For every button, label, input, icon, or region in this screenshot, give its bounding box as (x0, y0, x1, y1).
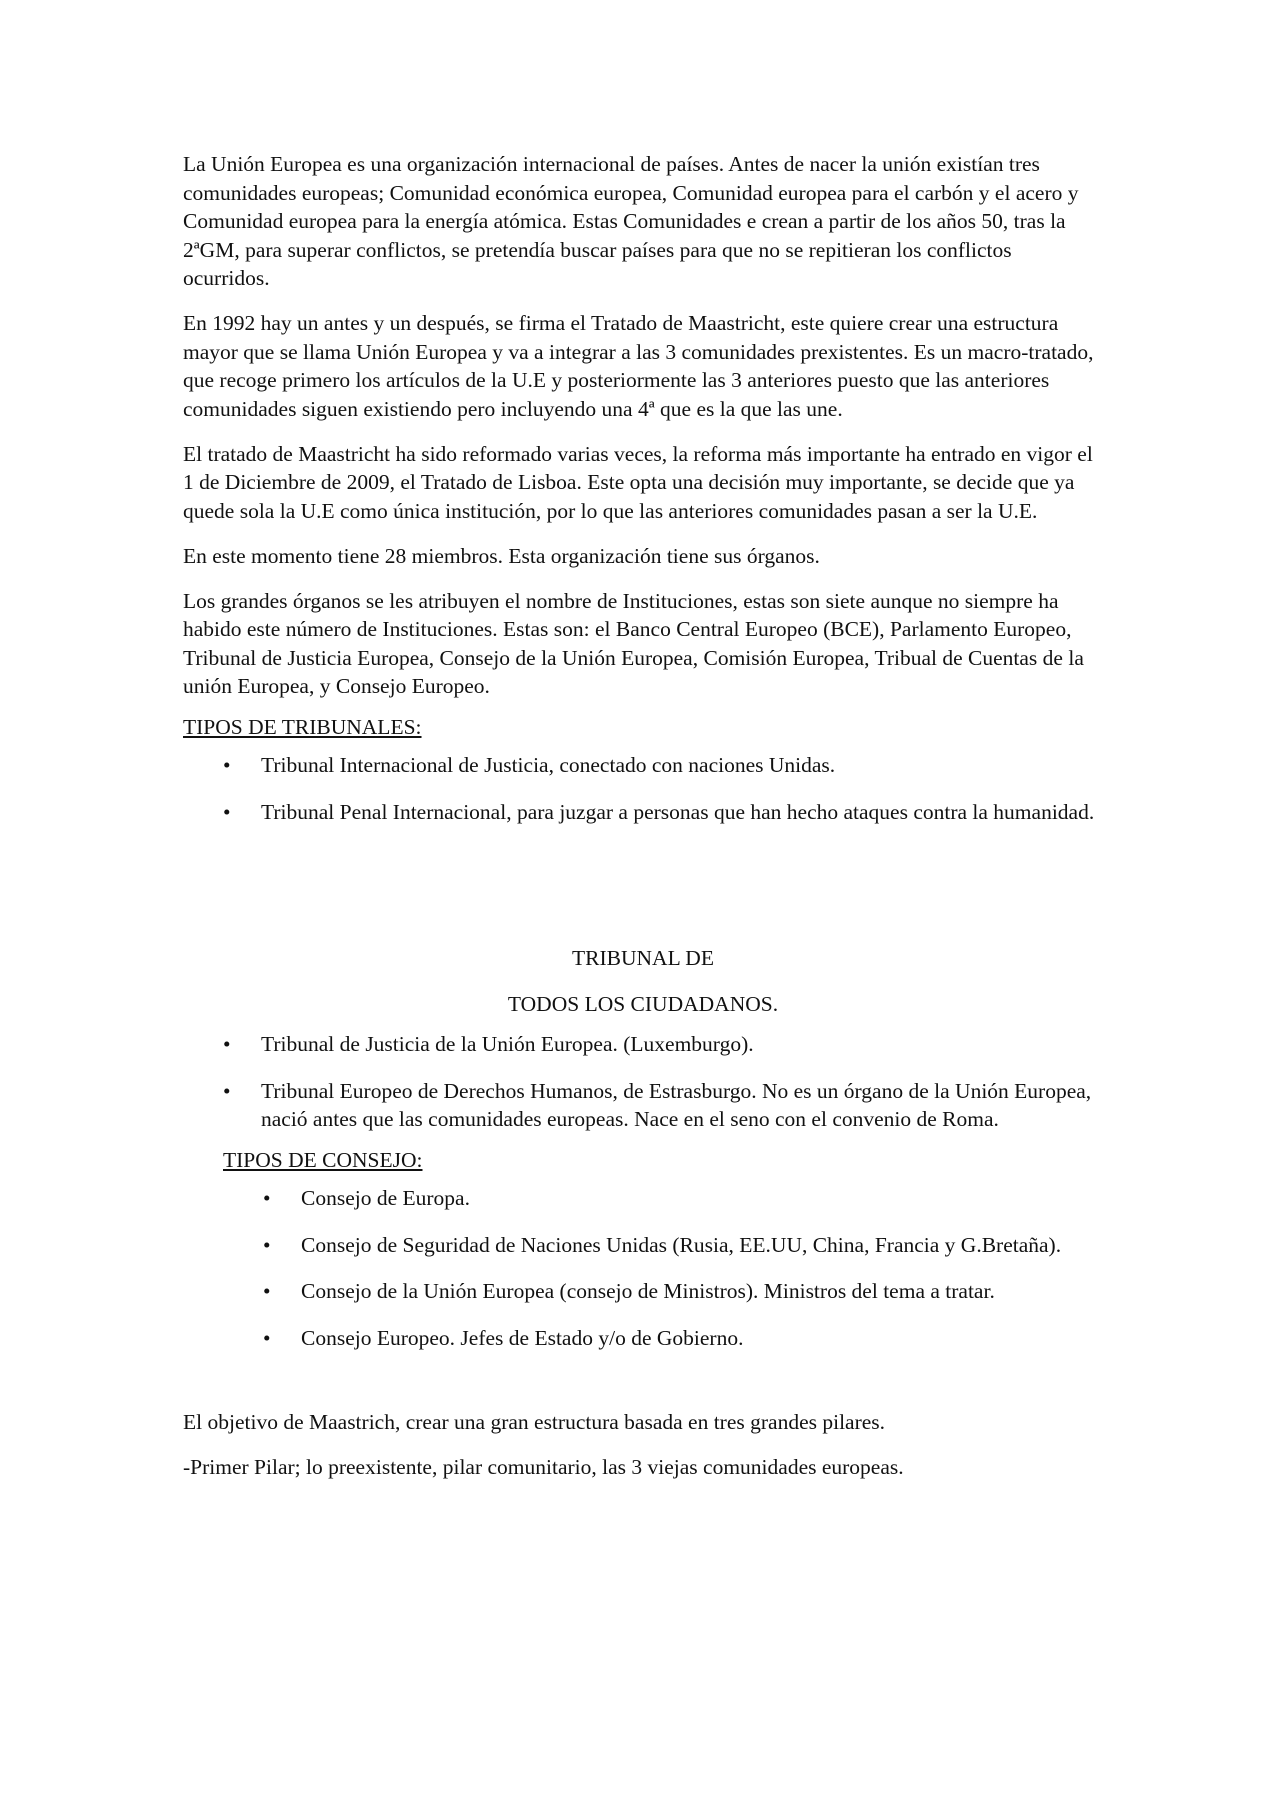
tribunales-heading: TIPOS DE TRIBUNALES: (183, 714, 422, 739)
list-item-text: Consejo de Seguridad de Naciones Unidas (Rusia, EE.UU, China, Francia y G.Bretaña). (301, 1232, 1062, 1257)
bullet-icon: • (223, 1032, 231, 1056)
list-item (183, 1077, 1103, 1134)
intro-paragraph-2: En 1992 hay un antes y un después, se firma el Tratado de Maastricht, este quiere crear una estructura mayor que se llama Unión Europea y va a integrar a las 3 comunidades prexistentes. Es un macro-tratado, que recoge primero los artículos de la U.E y posteriormente las 3 anteriores puesto que las anteriores comunidades siguen existiendo pero incluyendo una 4ª que es la que las une. (183, 311, 1094, 421)
tribunales-list (183, 751, 1103, 826)
intro-paragraph-4: En este momento tiene 28 miembros. Esta organización tiene sus órganos. (183, 543, 820, 568)
document-page (183, 150, 1103, 1498)
intro-paragraph-5: Los grandes órganos se les atribuyen el nombre de Instituciones, estas son siete aunque no siempre ha habido este número de Instituciones. Estas son: el Banco Central Europeo (BCE), Parlamento Europeo, Tribunal de Justicia Europea, Consejo de la Unión Europea, Comisión Europea, Tribual de Cuentas de la unión Europea, y Consejo Europeo. (183, 588, 1084, 698)
list-item (223, 1277, 1103, 1306)
bullet-icon: • (263, 1186, 271, 1210)
consejo-heading: TIPOS DE CONSEJO: (223, 1147, 423, 1172)
bullet-icon: • (223, 753, 231, 777)
consejo-section (223, 1146, 1103, 1353)
intro-paragraph-3: El tratado de Maastricht ha sido reformado varias veces, la reforma más importante ha entrado en vigor el 1 de Diciembre de 2009, el Tratado de Lisboa. Este opta una decisión muy importante, se decide que ya quede sola la U.E como única institución, por lo que las anteriores comunidades pasan a ser la U.E. (183, 441, 1093, 523)
consejo-list (223, 1184, 1103, 1352)
list-item-text: Consejo de Europa. (301, 1186, 470, 1210)
spacer (183, 1370, 1103, 1408)
list-item (183, 1030, 1103, 1059)
list-item-text: Tribunal Europeo de Derechos Humanos, de Estrasburgo. No es un órgano de la Unión Europea, nació antes que las comunidades europeas. Nace en el seno con el convenio de Roma. (261, 1078, 1092, 1131)
list-item-text: Tribunal Penal Internacional, para juzgar a personas que han hecho ataques contra la humanidad. (261, 799, 1095, 824)
spacer (183, 844, 1103, 944)
list-item (223, 1324, 1103, 1353)
list-item-text: Tribunal Internacional de Justicia, conectado con naciones Unidas. (261, 753, 836, 777)
list-item (223, 1231, 1103, 1260)
ciudadanos-title-line-2: TODOS LOS CIUDADANOS. (507, 991, 779, 1016)
list-item-text: Consejo Europeo. Jefes de Estado y/o de Gobierno. (301, 1325, 744, 1350)
objetivo-paragraph: El objetivo de Maastrich, crear una gran estructura basada en tres grandes pilares. (183, 1410, 886, 1434)
bullet-icon: • (223, 799, 231, 824)
list-item (223, 1184, 1103, 1213)
primer-pilar-paragraph: -Primer Pilar; lo preexistente, pilar comunitario, las 3 viejas comunidades europeas. (183, 1455, 904, 1479)
list-item-text: Tribunal de Justicia de la Unión Europea. (Luxemburgo). (261, 1032, 754, 1056)
list-item (183, 798, 1103, 827)
bullet-icon: • (263, 1232, 271, 1257)
ciudadanos-title-line-1: TRIBUNAL DE (572, 946, 714, 970)
intro-paragraph-1: La Unión Europea es una organización internacional de países. Antes de nacer la unión existían tres comunidades europeas; Comunidad económica europea, Comunidad europea para el carbón y el acero y Comunidad europea para la energía atómica. Estas Comunidades e crean a partir de los años 50, tras la 2ªGM, para superar conflictos, se pretendía buscar países para que no se repitieran los conflictos ocurridos. (183, 152, 1079, 290)
list-item (183, 751, 1103, 780)
ciudadanos-list (183, 1030, 1103, 1134)
bullet-icon: • (263, 1279, 271, 1303)
bullet-icon: • (223, 1078, 231, 1103)
list-item-text: Consejo de la Unión Europea (consejo de Ministros). Ministros del tema a tratar. (301, 1279, 995, 1303)
bullet-icon: • (263, 1325, 271, 1350)
